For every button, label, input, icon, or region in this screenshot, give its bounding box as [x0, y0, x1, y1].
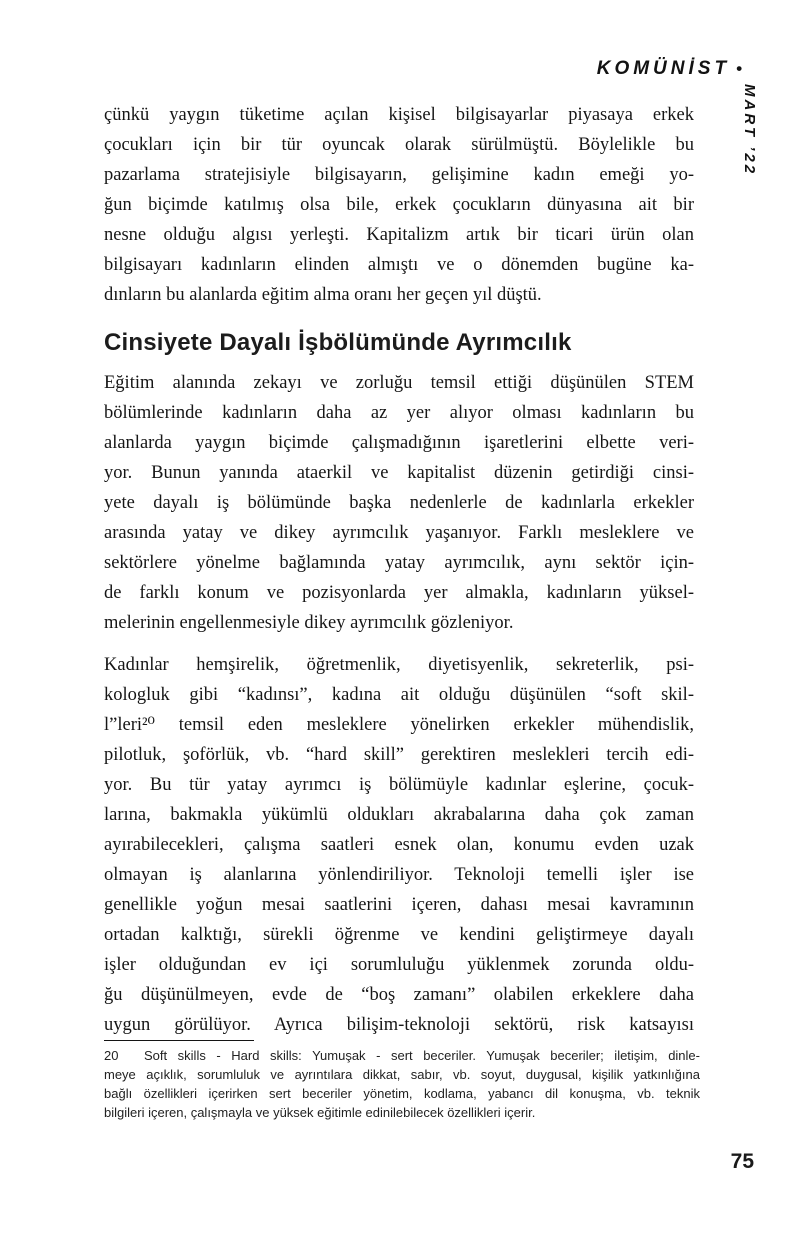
- text-line: alanlarda yaygın biçimde çalışmadığının işaretlerini elbette veri-: [104, 433, 694, 453]
- text-line: işler olduğundan ev içi sorumluluğu yüklenmek zorunda oldu-: [104, 955, 694, 975]
- text-line: ğu düşünülmeyen, evde de “boş zamanı” olabilen erkeklere daha: [104, 985, 694, 1005]
- text-line: çocukları için bir tür oyuncak olarak sürülmüştü. Böylelikle bu: [104, 135, 694, 155]
- text-line: olmayan iş alanlarına yönlendiriliyor. Teknoloji temelli işler ise: [104, 865, 694, 885]
- paragraph-3: [104, 650, 694, 1040]
- text-line: pilotluk, şoförlük, vb. “hard skill” gerektiren meslekleri tercih edi-: [104, 745, 694, 765]
- text-line: dınların bu alanlarda eğitim alma oranı her geçen yıl düştü.: [104, 285, 542, 305]
- footnote-number: 20: [104, 1048, 119, 1063]
- text-line: bölümlerinde kadınların daha az yer alıyor olması kadınların bu: [104, 403, 694, 423]
- magazine-title: KOMÜNİST: [596, 58, 731, 79]
- text-line: bilgisayarı kadınların elinden almıştı ve o dönemden bugüne ka-: [104, 255, 694, 275]
- paragraph-1: [104, 100, 694, 310]
- footnote-separator: [104, 1040, 254, 1041]
- text-line: kologluk gibi “kadınsı”, kadına ait olduğu düşünülen “soft skil-: [104, 685, 694, 705]
- issue-date-vertical: MART ’22: [741, 84, 758, 177]
- text-line: Eğitim alanında zekayı ve zorluğu temsil ettiği düşünülen STEM: [104, 373, 694, 393]
- text-line: yete dayalı iş bölümünde başka nedenlerle de kadınlarla erkekler: [104, 493, 694, 513]
- text-line: nesne olduğu algısı yerleşti. Kapitalizm artık bir ticari ürün olan: [104, 225, 694, 245]
- footnote-line-text: Soft skills - Hard skills: Yumuşak - sert beceriler. Yumuşak beceriler; iletişim, dinle-: [144, 1048, 700, 1063]
- text-line: de farklı konum ve pozisyonlarda yer almakla, kadınların yüksel-: [104, 583, 694, 603]
- text-line: uygun görülüyor. Ayrıca bilişim-teknoloji sektörü, risk katsayısı: [104, 1015, 694, 1035]
- paragraph-2: [104, 368, 694, 638]
- text-line: genellikle yoğun mesai saatlerini içeren, dahası mesai kavramının: [104, 895, 694, 915]
- text-line: ortadan kalktığı, sürekli öğrenme ve kendini geliştirmeye dayalı: [104, 925, 694, 945]
- section-heading: Cinsiyete Dayalı İşbölümünde Ayrımcılık: [104, 329, 572, 356]
- text-line: arasında yatay ve dikey ayrımcılık yaşanıyor. Farklı mesleklere ve: [104, 523, 694, 543]
- footnote-line: bilgileri içeren, çalışmayla ve yüksek eğitimle edinilebilecek özellikleri içerir.: [104, 1105, 536, 1120]
- text-line: yor. Bunun yanında ataerkil ve kapitalist düzenin getirdiği cinsi-: [104, 463, 694, 483]
- text-line: yor. Bu tür yatay ayrımcı iş bölümüyle kadınlar eşlerine, çocuk-: [104, 775, 694, 795]
- text-line: ğun biçimde katılmış olsa bile, erkek çocukların dünyasına ait bir: [104, 195, 694, 215]
- text-line: larına, bakmakla yükümlü oldukları akrabalarına daha çok zaman: [104, 805, 694, 825]
- running-head: [597, 58, 742, 80]
- text-line: melerinin engellenmesiyle dikey ayrımcılık gözleniyor.: [104, 613, 514, 633]
- footnote-line: [104, 1046, 700, 1065]
- footnote-block: [104, 1040, 700, 1122]
- text-line: l”leri²⁰ temsil eden mesleklere yönelirken erkekler mühendislik,: [104, 715, 694, 735]
- header-bullet-icon: •: [736, 59, 742, 78]
- page-number: 75: [730, 1150, 754, 1173]
- text-line: Kadınlar hemşirelik, öğretmenlik, diyetisyenlik, sekreterlik, psi-: [104, 655, 694, 675]
- text-line: çünkü yaygın tüketime açılan kişisel bilgisayarlar piyasaya erkek: [104, 105, 694, 125]
- footnote-line: bağlı özellikleri içerirken sert beceriler yönetim, kodlama, yabancı dil konuşma, vb. teknik: [104, 1086, 700, 1101]
- body-text-column: [104, 100, 694, 1040]
- text-line: sektörlere yönelme bağlamında yatay ayrımcılık, aynı sektör için-: [104, 553, 694, 573]
- text-line: ayırabilecekleri, çalışma saatleri esnek olan, konumu evden uzak: [104, 835, 694, 855]
- text-line: pazarlama stratejisiyle bilgisayarın, gelişimine kadın emeği yo-: [104, 165, 694, 185]
- footnote-line: meye açıklık, sorumluluk ve ayrıntılara dikkat, sabır, vb. soyut, duygusal, kişilik yatkınlığına: [104, 1067, 700, 1082]
